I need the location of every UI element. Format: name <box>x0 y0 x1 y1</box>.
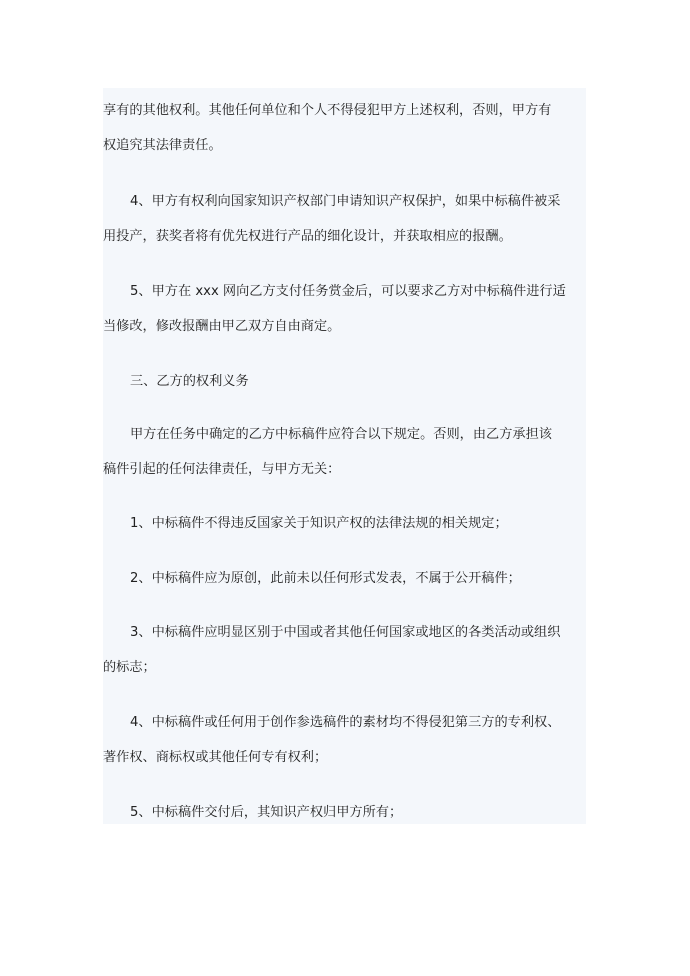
list-item-5 <box>103 795 586 830</box>
text-line: 4、甲方有权利向国家知识产权部门申请知识产权保护，如果中标稿件被采 <box>130 194 561 209</box>
text-line: 甲方在任务中确定的乙方中标稿件应符合以下规定。否则，由乙方承担该 <box>130 427 552 442</box>
text-line: 3、中标稿件应明显区别于中国或者其他任何国家或地区的各类活动或组织 <box>130 625 561 640</box>
text-line: 4、中标稿件或任何用于创作参选稿件的素材均不得侵犯第三方的专利权、 <box>130 715 561 730</box>
paragraph-item-4 <box>103 184 586 254</box>
text-line: 的标志； <box>103 660 156 675</box>
text-line: 享有的其他权利。其他任何单位和个人不得侵犯甲方上述权利，否则，甲方有 <box>103 103 552 118</box>
text-line: 5、甲方在 xxx 网向乙方支付任务赏金后，可以要求乙方对中标稿件进行适 <box>130 284 566 299</box>
text-line: 三、乙方的权利义务 <box>130 374 249 389</box>
text-line: 5、中标稿件交付后，其知识产权归甲方所有； <box>130 805 403 820</box>
list-item-4 <box>103 705 586 775</box>
paragraph-continuation <box>103 93 586 163</box>
list-item-2 <box>103 561 586 596</box>
list-item-1 <box>103 506 586 541</box>
text-line: 稿件引起的任何法律责任，与甲方无关： <box>103 462 341 477</box>
section-heading <box>103 364 586 399</box>
text-line: 用投产，获奖者将有优先权进行产品的细化设计，并获取相应的报酬。 <box>103 229 512 244</box>
text-line: 2、中标稿件应为原创，此前未以任何形式发表，不属于公开稿件； <box>130 571 521 586</box>
text-line: 当修改，修改报酬由甲乙双方自由商定。 <box>103 319 341 334</box>
text-line: 著作权、商标权或其他任何专有权利； <box>103 750 328 765</box>
paragraph-intro <box>103 417 586 487</box>
text-line: 1、中标稿件不得违反国家关于知识产权的法律法规的相关规定； <box>130 516 508 531</box>
list-item-3 <box>103 615 586 685</box>
paragraph-item-5 <box>103 274 586 344</box>
text-line: 权追究其法律责任。 <box>103 138 222 153</box>
document-text-block <box>103 88 586 824</box>
